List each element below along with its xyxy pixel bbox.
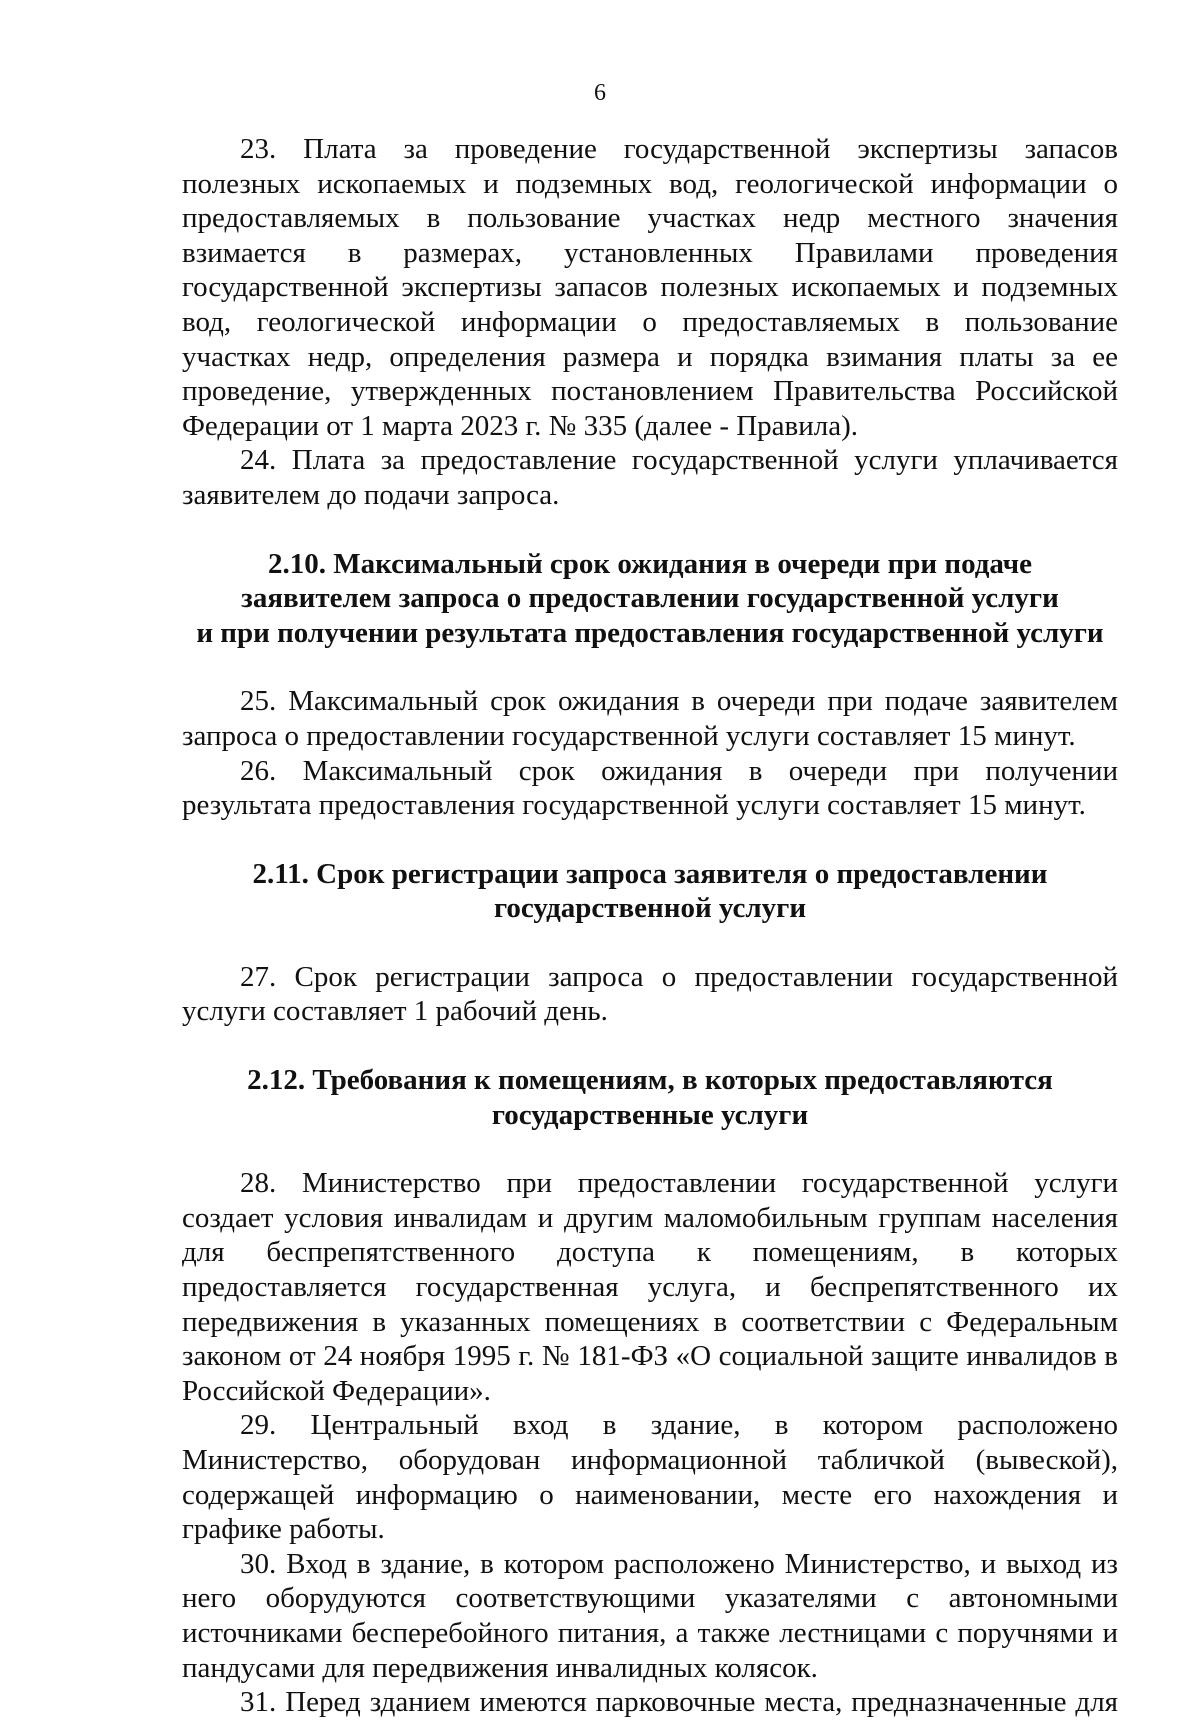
section-heading-2-11-line-2: государственной услуги [493, 892, 807, 925]
paragraph-23: 23. Плата за проведение государственной экспертизы запасов полезных ископаемых и подземных вод, геологической информации о предоставляемых в пользование участках недр местного значения взимается в размерах, установленных Правилами проведения государственной экспертизы запасов полезных ископаемых и подземных вод, геологической информации о предоставляемых в пользование участках недр, определения размера и порядка взимания платы за ее проведение, утвержденных постановлением Правительства Российской Федерации от 1 марта 2023 г. № 335 (далее - Правила). [182, 133, 1118, 442]
section-heading-2-11 [182, 857, 1118, 926]
section-heading-2-10-line-1: 2.10. Максимальный срок ожидания в очереди при подаче [268, 547, 1032, 580]
section-heading-2-10-line-2: заявителем запроса о предоставлении государственной услуги [241, 582, 1059, 615]
section-heading-2-10-line-3: и при получении результата предоставления государственной услуги [196, 616, 1104, 649]
paragraph-25: 25. Максимальный срок ожидания в очереди при подаче заявителем запроса о предоставлении государственной услуги составляет 15 минут. [182, 685, 1118, 752]
paragraph-30: 30. Вход в здание, в котором расположено Министерство, и выход из него оборудуются соответствующими указателями с автономными источниками бесперебойного питания, а также лестницами с поручнями и пандусами для передвижения инвалидных колясок. [182, 1547, 1118, 1684]
section-heading-2-11-line-1: 2.11. Срок регистрации запроса заявителя о предоставлении [252, 857, 1048, 890]
section-heading-2-12 [182, 1063, 1118, 1132]
paragraph-29: 29. Центральный вход в здание, в котором расположено Министерство, оборудован информационной табличкой (вывеской), содержащей информацию о наименовании, месте его нахождения и графике работы. [182, 1409, 1118, 1546]
page-number: 6 [594, 80, 606, 106]
section-heading-2-10 [182, 547, 1118, 651]
paragraph-24: 24. Плата за предоставление государственной услуги уплачивается заявителем до подачи запроса. [182, 444, 1118, 511]
paragraph-26: 26. Максимальный срок ожидания в очереди при получении результата предоставления государственной услуги составляет 15 минут. [182, 754, 1118, 822]
paragraph-27: 27. Срок регистрации запроса о предоставлении государственной услуги составляет 1 рабочий день. [182, 960, 1118, 1028]
paragraph-28: 28. Министерство при предоставлении государственной услуги создает условия инвалидам и другим маломобильным группам населения для беспрепятственного доступа к помещениям, в которых предоставляется государственная услуга, и беспрепятственного их передвижения в указанных помещениях в соответствии с Федеральным законом от 24 ноября 1995 г. № 181-ФЗ «О социальной защите инвалидов в Российской Федерации». [182, 1167, 1118, 1407]
section-heading-2-12-line-1: 2.12. Требования к помещениям, в которых предоставляются [247, 1064, 1053, 1097]
section-heading-2-12-line-2: государственные услуги [491, 1098, 809, 1131]
document-body [182, 132, 1118, 1720]
paragraph-31: 31. Перед зданием имеются парковочные места, предназначенные для [240, 1686, 1118, 1719]
